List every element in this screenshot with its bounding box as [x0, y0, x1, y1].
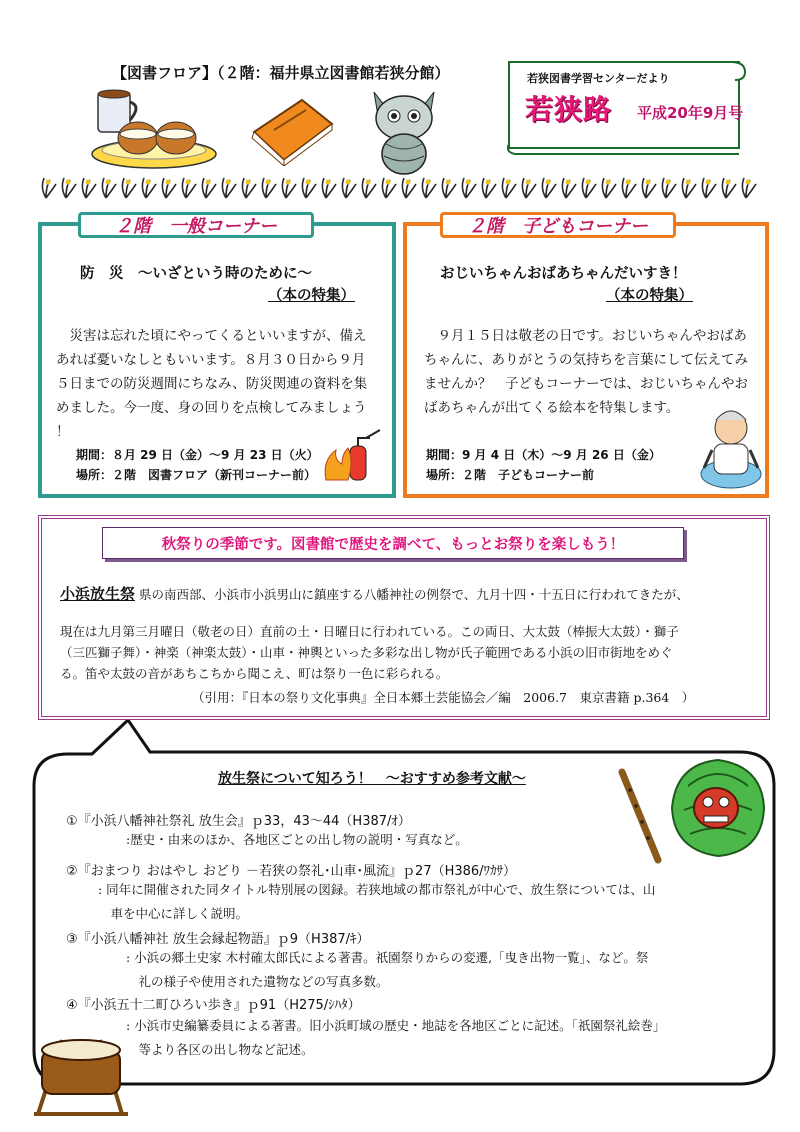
festival-line1-text: 県の南西部、小浜市小浜男山に鎮座する八幡神社の例祭で、九月十四・十五日に行われてきたが、 — [139, 587, 689, 602]
desc-line: : 同年に開催された同タイトル特別展の図録。若狭地域の都市祭礼が中心で、放生祭については、山 — [98, 882, 656, 897]
general-corner-tab: ２階 一般コーナー — [78, 212, 314, 238]
newsletter-sub: 若狭図書学習センターだより — [527, 72, 670, 85]
taiko-drum-icon — [30, 1030, 130, 1120]
body-line: ９月１５日は敬老の日です。おじいちゃんやおばあ — [424, 328, 747, 344]
fire-extinguisher-icon — [320, 424, 386, 484]
reference-1-desc — [126, 828, 468, 852]
festival-line3: （三匹獅子舞）・神楽（神楽太鼓）・山車・神輿といった多彩な出し物が氏子範囲である小浜の旧市街地をめぐ — [60, 645, 673, 660]
references-title — [218, 768, 526, 788]
reference-2-desc — [98, 878, 655, 926]
grandpa-icon — [698, 400, 764, 492]
desc-line: 車を中心に詳しく説明。 — [98, 906, 249, 921]
issue-label: 平成20年9月号 — [637, 104, 744, 122]
general-corner-title: 防 災 ～いざという時のために～ — [80, 266, 312, 282]
lion-mask-icon — [668, 756, 768, 858]
desc-line: 礼の様子や使用された遺物などの写真多数。 — [126, 974, 389, 989]
kids-corner-title: おじいちゃんおばあちゃんだいすき！ — [440, 266, 687, 282]
festival-label: 小浜放生祭 — [60, 585, 136, 603]
festival-citation: （引用：『日本の祭り文化事典』全日本郷土芸能協会／編 2006.7 東京書籍 p.364 ） — [192, 690, 695, 705]
reference-1-title: ①『小浜八幡神社祭礼 放生会』ｐ33，43～44（H387/ｵ） — [66, 814, 411, 829]
kids-corner-tab: ２階 子どもコーナー — [440, 212, 676, 238]
desc-line: 等より各区の出し物など記述。 — [126, 1042, 314, 1057]
festival-line2: 現在は九月第三月曜日（敬老の日）直前の土・日曜日に行われている。この両日、大太鼓（棒振大太鼓）・獅子 — [60, 624, 679, 639]
book-icon — [244, 94, 338, 166]
cat-icon — [360, 88, 452, 176]
flute-icon — [612, 766, 668, 866]
desc-line: : 小浜の郷土史家 木村確太郎氏による著書。祇園祭りからの変遷,「曳き出物一覧」、など。祭 — [126, 950, 649, 965]
newsletter-badge — [505, 58, 747, 156]
general-corner-subtitle: （本の特集） — [268, 288, 355, 304]
kids-corner-period: 期間：9 月 4 日（木）～9 月 26 日（金） — [426, 448, 661, 462]
general-corner-period: 期間：８月 29 日（金）～9 月 23 日（火） — [76, 448, 319, 462]
body-line: ばあちゃんが出てくる絵本を特集します。 — [424, 400, 680, 416]
newsletter-name: 若狭路 — [525, 93, 613, 126]
kids-corner-place: 場所：２階 子どもコーナー前 — [426, 468, 595, 482]
grass-border-icon — [40, 176, 762, 200]
reference-2-title: ②『おまつり おはやし おどり －若狭の祭礼･山車･風流』ｐ27（H386/ﾜｶｻ） — [66, 864, 517, 879]
desc-line: :歴史・由来のほか、各地区ごとの出し物の説明・写真など。 — [126, 832, 468, 847]
festival-line1 — [60, 582, 689, 607]
body-line: めました。今一度、身の回りを点検してみましょう — [56, 400, 367, 416]
body-line: あれば憂いなしともいいます。８月３０日から９月 — [56, 352, 366, 368]
festival-line4: る。笛や太鼓の音があちこちから聞こえ、町は祭り一色に彩られる。 — [60, 666, 449, 681]
floor-title: 【図書フロア】（２階：福井県立図書館若狭分館） — [112, 64, 450, 82]
body-line: ！ — [56, 424, 70, 440]
reference-4-desc — [126, 1014, 665, 1062]
reference-4-title: ④『小浜五十二町ひろい歩き』ｐ91（H275/ｼﾊﾀ） — [66, 998, 361, 1013]
body-line: 災害は忘れた頃にやってくるといいますが、備え — [56, 328, 367, 344]
festival-banner: 秋祭りの季節です。図書館で歴史を調べて、もっとお祭りを楽しもう！ — [102, 527, 684, 559]
body-line: ５日までの防災週間にちなみ、防災関連の資料を集 — [56, 376, 368, 392]
kids-corner-subtitle: （本の特集） — [606, 288, 693, 304]
reference-3-desc — [126, 946, 648, 994]
coffee-and-cream-puffs-icon — [80, 84, 228, 180]
body-line: ませんか？ 子どもコーナーでは、おじいちゃんやお — [424, 376, 748, 392]
desc-line: : 小浜市史編纂委員による著書。旧小浜町域の歴史・地誌を各地区ごとに記述。「祇園祭礼絵巻」 — [126, 1018, 666, 1033]
body-line: ちゃんに、ありがとうの気持ちを言葉にして伝えてみ — [424, 352, 748, 368]
references-title-text: 放生祭について知ろう！ ～おすすめ参考文献～ — [218, 771, 526, 787]
general-corner-place: 場所：２階 図書フロア（新刊コーナー前） — [76, 468, 317, 482]
reference-3-title: ③『小浜八幡神社 放生会縁起物語』ｐ9（H387/ｷ） — [66, 932, 370, 947]
